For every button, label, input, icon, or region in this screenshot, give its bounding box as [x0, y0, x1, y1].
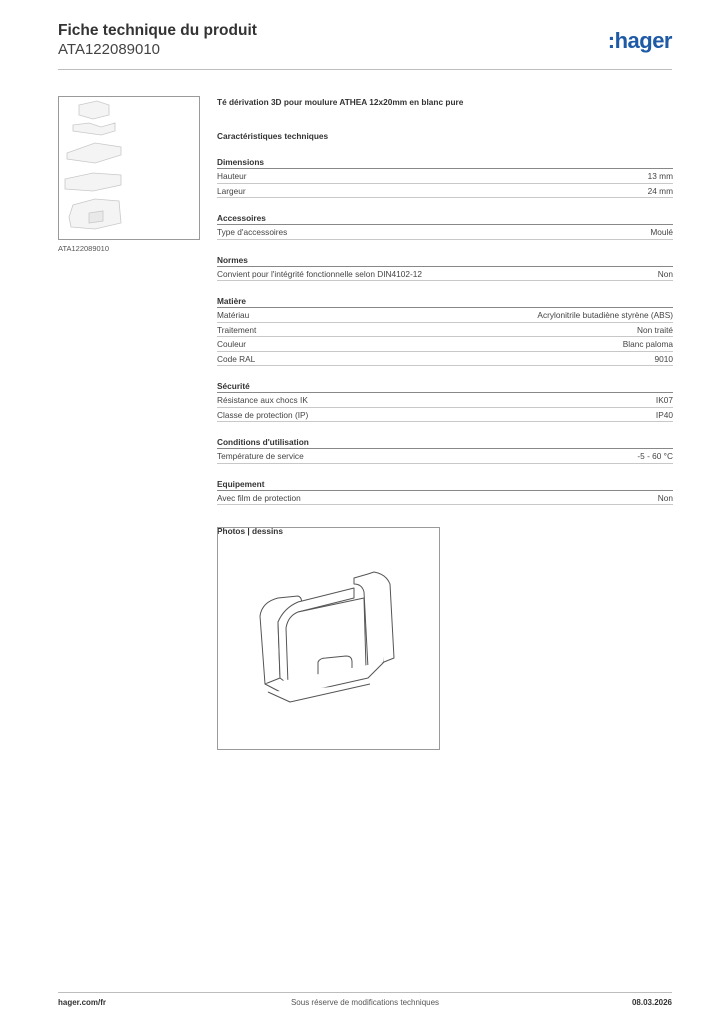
spec-group-title: Dimensions [217, 156, 673, 169]
spec-group-title: Conditions d'utilisation [217, 436, 673, 449]
spec-row [217, 449, 673, 464]
spec-row [217, 184, 673, 199]
spec-group-title: Sécurité [217, 380, 673, 393]
spec-value: Moulé [650, 227, 673, 237]
spec-value: 13 mm [647, 171, 673, 181]
product-reference: ATA122089010 [58, 41, 161, 58]
spec-label: Type d'accessoires [217, 227, 288, 237]
product-title: Té dérivation 3D pour moulure ATHEA 12x20mm en blanc pure [217, 97, 464, 107]
spec-row [217, 337, 673, 352]
spec-row [217, 323, 673, 338]
spec-group-equipement [217, 478, 673, 506]
spec-label: Hauteur [217, 171, 247, 181]
product-parts-illustration [59, 97, 199, 239]
spec-label: Code RAL [217, 353, 256, 364]
spec-group-title: Normes [217, 254, 673, 267]
spec-label: Classe de protection (IP) [217, 409, 309, 420]
spec-label: Convient pour l'intégrité fonctionnelle selon DIN4102-12 [217, 268, 422, 279]
spec-value: -5 - 60 °C [637, 451, 673, 461]
spec-row [217, 308, 673, 323]
photos-heading: Photos | dessins [217, 526, 283, 536]
spec-row [217, 491, 673, 506]
spec-group-normes [217, 254, 673, 282]
spec-row [217, 393, 673, 408]
spec-label: Couleur [217, 339, 247, 349]
spec-label: Température de service [217, 451, 304, 461]
hager-logo: :hager [607, 28, 672, 53]
spec-value: Non traité [637, 324, 673, 335]
spec-group-securite [217, 380, 673, 422]
spec-group-conditions [217, 436, 673, 464]
spec-row [217, 408, 673, 423]
tee-junction-drawing [218, 528, 439, 749]
spec-row [217, 169, 673, 184]
product-thumbnail [58, 96, 200, 240]
spec-row [217, 352, 673, 367]
document-title: Fiche technique du produit [58, 22, 257, 39]
spec-value: IP40 [655, 409, 673, 420]
footer-disclaimer: Sous réserve de modifications techniques [290, 998, 440, 1007]
header-divider [58, 69, 672, 70]
spec-label: Matériau [217, 310, 250, 320]
thumbnail-caption: ATA122089010 [58, 244, 110, 253]
product-drawing [217, 527, 440, 750]
spec-label: Avec film de protection [217, 492, 301, 503]
spec-value: Non [657, 268, 673, 279]
spec-value: Non [657, 492, 673, 503]
spec-group-accessoires [217, 212, 673, 240]
spec-label: Largeur [217, 185, 246, 196]
page-footer [58, 998, 672, 1010]
specs-heading: Caractéristiques techniques [217, 131, 329, 141]
spec-group-matiere [217, 295, 673, 366]
spec-row [217, 267, 673, 282]
spec-value: 24 mm [647, 185, 673, 196]
spec-label: Résistance aux chocs IK [217, 395, 308, 405]
spec-group-dimensions [217, 156, 673, 198]
spec-value: Acrylonitrile butadiène styrène (ABS) [537, 310, 673, 320]
spec-group-title: Accessoires [217, 212, 673, 225]
specifications-column [217, 96, 673, 537]
spec-group-title: Equipement [217, 478, 673, 491]
spec-group-title: Matière [217, 295, 673, 308]
spec-value: 9010 [654, 353, 673, 364]
spec-value: IK07 [655, 395, 673, 405]
spec-label: Traitement [217, 324, 257, 335]
footer-website: hager.com/fr [58, 998, 107, 1007]
footer-divider [58, 992, 672, 993]
page-header [58, 22, 672, 59]
spec-row [217, 225, 673, 240]
footer-date: 08.03.2026 [631, 998, 672, 1007]
spec-value: Blanc paloma [622, 339, 673, 349]
